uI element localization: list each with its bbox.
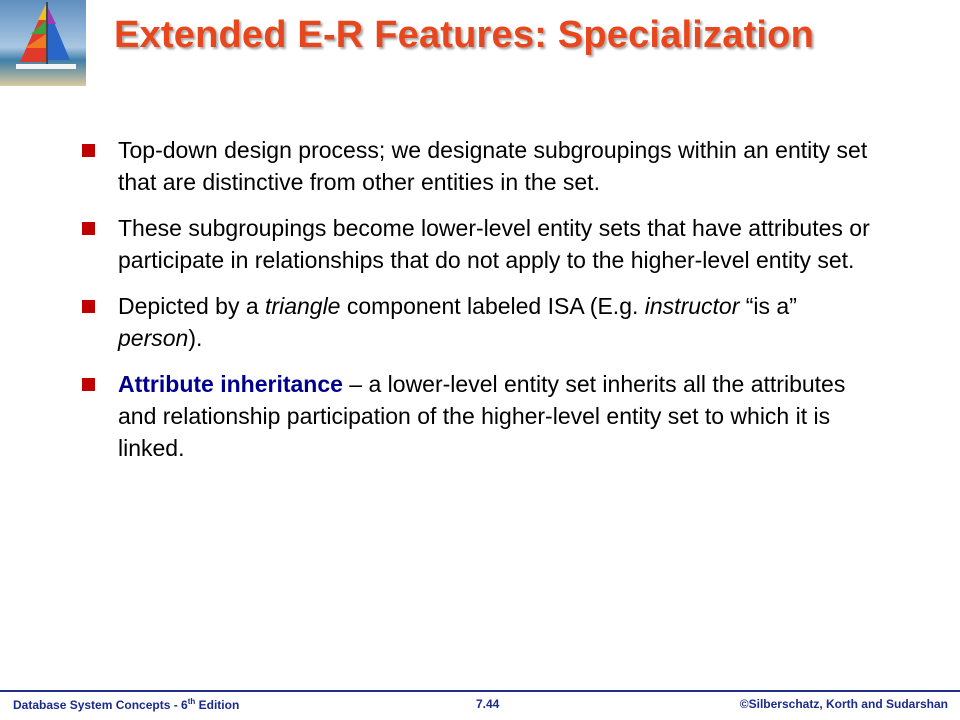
- footer-book-title: [13, 697, 239, 712]
- bullet-text: – a lower-level entity set inherits all the attributes and relationship participation of the higher-level entity set to which it is linked.: [118, 371, 846, 461]
- footer-copyright: ©Silberschatz, Korth and Sudarshan: [739, 697, 948, 711]
- footer-book-prefix: Database System Concepts - 6: [13, 698, 188, 712]
- bullet-text: Top-down design process; we designate subgroupings within an entity set that are distinctive from other entities in the set.: [118, 137, 868, 195]
- sailboat-logo: [0, 0, 86, 86]
- bullet-italic-term: person: [118, 325, 189, 351]
- bullet-text-part: Depicted by a: [118, 293, 266, 319]
- bullet-item: [80, 212, 880, 276]
- bullet-text: These subgroupings become lower-level entity sets that have attributes or participate in relationships that do not apply to the higher-level entity set.: [118, 215, 870, 273]
- footer-book-suffix: Edition: [195, 698, 240, 712]
- slide-title: Extended E-R Features: Specialization: [114, 14, 815, 56]
- footer-divider: [0, 690, 960, 692]
- bullet-text-part: ).: [188, 325, 203, 351]
- bullet-item: [80, 368, 880, 464]
- bullet-item: [80, 290, 880, 354]
- bullet-item: [80, 134, 880, 198]
- bullet-italic-term: triangle: [265, 293, 341, 319]
- bullet-text-part: component labeled ISA (E.g.: [340, 293, 645, 319]
- bullet-highlight-term: Attribute inheritance: [118, 371, 343, 397]
- bullet-list: [80, 134, 880, 478]
- footer-page-number: 7.44: [476, 697, 500, 711]
- bullet-square-icon: [82, 378, 95, 391]
- bullet-square-icon: [82, 300, 95, 313]
- bullet-text-part: “is a”: [739, 293, 797, 319]
- bullet-italic-term: instructor: [644, 293, 740, 319]
- bullet-square-icon: [82, 222, 95, 235]
- footer-book-sup: th: [187, 697, 196, 706]
- bullet-square-icon: [82, 144, 95, 157]
